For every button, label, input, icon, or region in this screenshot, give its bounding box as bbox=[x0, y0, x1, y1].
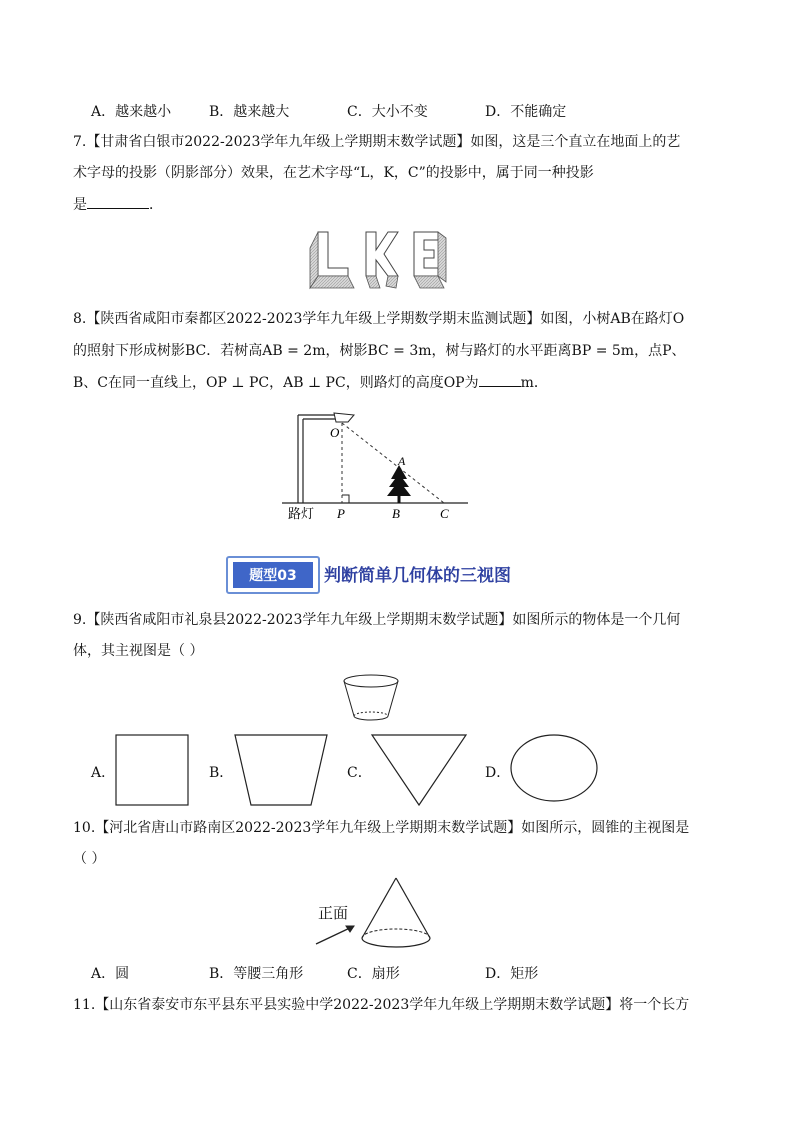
q9-option-c-label: C． bbox=[347, 765, 372, 781]
q7-line3-suffix: ． bbox=[149, 197, 163, 213]
q8-figure-lamp-tree bbox=[278, 405, 474, 523]
letter-k-shadow bbox=[366, 276, 380, 288]
q8-line-3 bbox=[73, 372, 548, 393]
q9-option-a-label: A． bbox=[91, 765, 116, 781]
q9-option-a-square bbox=[114, 733, 190, 807]
label-lamp: 路灯 bbox=[288, 507, 315, 522]
q9-option-d-ellipse bbox=[509, 733, 599, 803]
section-badge-label: 题型03 bbox=[233, 562, 313, 588]
letter-c-shape bbox=[414, 232, 438, 276]
q6-option-a: A．越来越小 bbox=[91, 104, 172, 120]
letter-l-shape bbox=[318, 232, 348, 276]
label-o: O bbox=[330, 425, 340, 440]
q8-answer-blank bbox=[479, 372, 521, 387]
q10-cone-figure bbox=[310, 874, 438, 954]
q8-line3-suffix: m． bbox=[520, 375, 548, 391]
q11-line-1: 11.【山东省泰安市东平县东平县实验中学2022-2023学年九年级上学期期末数学试题】将一个长方 bbox=[73, 997, 690, 1013]
q9-option-b-trapezoid bbox=[233, 733, 329, 807]
section-title: 判断简单几何体的三视图 bbox=[324, 566, 511, 586]
q7-figure-lkc-shadows bbox=[300, 228, 450, 292]
q6-option-d: D．不能确定 bbox=[485, 104, 567, 120]
label-a: A bbox=[398, 454, 406, 468]
letter-k-shape bbox=[366, 232, 398, 276]
q10-front-label: 正面 bbox=[318, 904, 349, 922]
q9-line-1: 9.【陕西省咸阳市礼泉县2022-2023学年九年级上学期期末数学试题】如图所示的物体是一个几何 bbox=[73, 612, 681, 628]
q8-line-2: 的照射下形成树影BC．若树高AB = 2m，树影BC = 3m，树与路灯的水平距离BP = 5m，点P、 bbox=[73, 343, 686, 359]
q10-option-d: D．矩形 bbox=[485, 966, 539, 982]
q10-option-a: A．圆 bbox=[91, 966, 130, 982]
q10-option-b: B．等腰三角形 bbox=[209, 966, 304, 982]
q7-line-2: 术字母的投影（阴影部分）效果，在艺术字母“L，K，C”的投影中，属于同一种投影 bbox=[73, 165, 594, 181]
q7-line-1: 7.【甘肃省白银市2022-2023学年九年级上学期期末数学试题】如图，这是三个直立在地面上的艺 bbox=[73, 134, 681, 150]
section-badge bbox=[226, 556, 320, 594]
q7-line3-prefix: 是 bbox=[73, 197, 87, 213]
q10-option-c: C．扇形 bbox=[347, 966, 400, 982]
q8-line-1: 8.【陕西省咸阳市秦都区2022-2023学年九年级上学期数学期末监测试题】如图，小树AB在路灯O bbox=[73, 311, 685, 327]
q7-answer-blank bbox=[87, 194, 149, 209]
q9-option-b-label: B． bbox=[209, 765, 234, 781]
q6-option-c: C．大小不变 bbox=[347, 104, 428, 120]
q9-frustum-object bbox=[340, 672, 402, 724]
q10-line-2: （ ） bbox=[73, 851, 106, 867]
q7-line-3 bbox=[73, 194, 163, 215]
q8-line3-text: B、C在同一直线上，OP ⊥ PC，AB ⊥ PC，则路灯的高度OP为 bbox=[73, 375, 479, 391]
label-c: C bbox=[440, 506, 449, 521]
letter-c-shadow bbox=[414, 276, 444, 288]
q6-option-b: B．越来越大 bbox=[209, 104, 290, 120]
q9-option-c-triangle bbox=[370, 733, 468, 807]
q9-line-2: 体，其主视图是（ ） bbox=[73, 643, 204, 659]
label-p: P bbox=[337, 506, 345, 521]
q10-line-1: 10.【河北省唐山市路南区2022-2023学年九年级上学期期末数学试题】如图所示，圆锥的主视图是 bbox=[73, 820, 690, 836]
label-b: B bbox=[392, 506, 400, 521]
q9-option-d-label: D． bbox=[485, 765, 511, 781]
